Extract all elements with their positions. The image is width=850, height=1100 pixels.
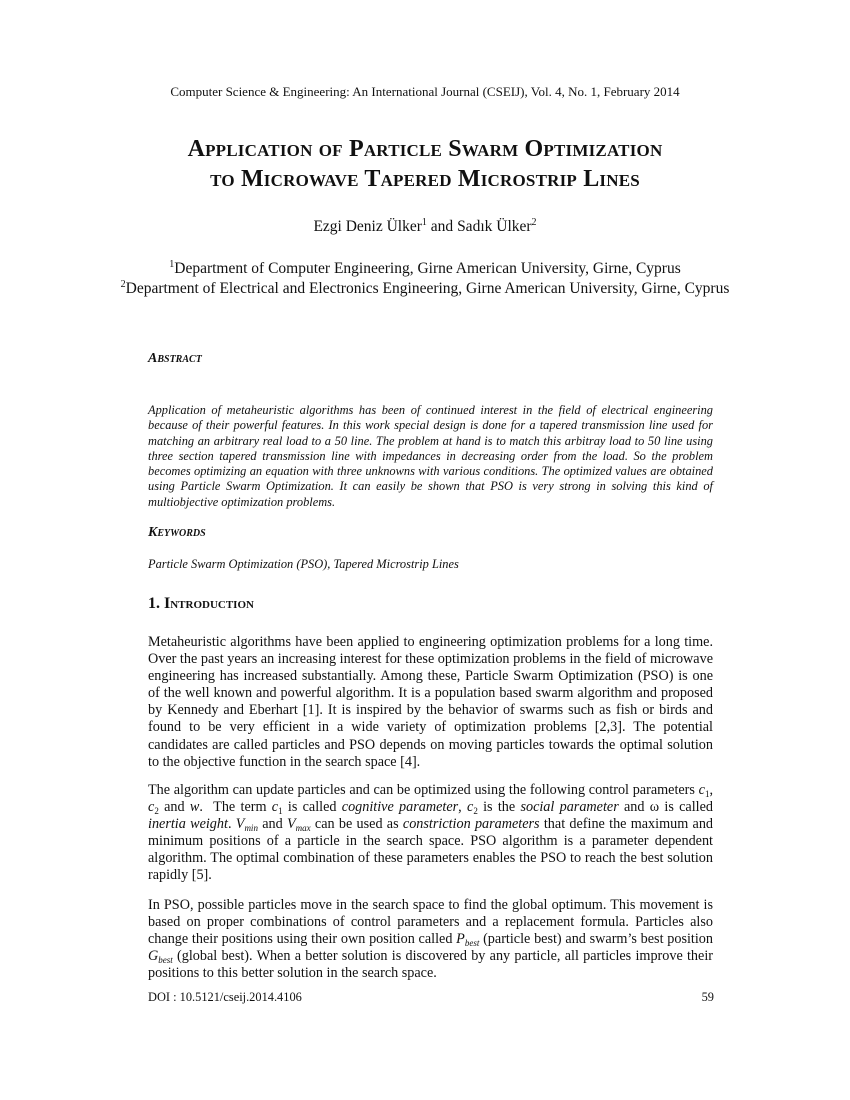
p2-c1b-sub: 1 <box>278 806 283 817</box>
title-line-2: to Microwave Tapered Microstrip Lines <box>210 166 640 192</box>
affiliation-1-text: Department of Computer Engineering, Girne American University, Girne, Cyprus <box>174 260 681 277</box>
affiliation-2 <box>100 279 750 299</box>
p2-cognitive-parameter: cognitive parameter <box>341 799 459 816</box>
p2-w: w <box>189 799 200 816</box>
p3-pbest: P <box>456 931 465 948</box>
author-line <box>0 218 850 236</box>
p2-text: is called <box>282 799 342 816</box>
p3-text: (global best). When a better solution is discovered by any particle, all particles improve their positions to this better solution in the search space. <box>148 948 713 982</box>
p2-social-parameter: social parameter <box>520 799 619 816</box>
p3-gbest-sub: best <box>158 955 173 966</box>
p2-c2: c <box>148 799 155 816</box>
p2-text: The algorithm can update particles and can be optimized using the following control parameters <box>148 782 699 798</box>
affiliation-2-mark: 2 <box>120 279 126 290</box>
introduction-heading: 1. Introduction <box>148 595 254 612</box>
p2-text: can be used as <box>310 816 403 833</box>
p2-text: and <box>158 799 190 816</box>
p2-vmax-sub: max <box>295 823 311 834</box>
p2-vmin-sub: min <box>244 823 258 834</box>
p3-pbest-sub: best <box>464 938 480 949</box>
p3-text: (particle best) and swarm’s best position <box>479 931 713 948</box>
abstract-text: Application of metaheuristic algorithms has been of continued interest in the field of electrical engineering because of their powerful features. In this work special design is done for a tapered transmission line used for matching an arbitrary real load to a 50 line. The problem at hand is to match this arbitray load to 50 line using three section tapered transmission line with impedances in decreasing order from the load. So the problem becomes optimizing an equation with three unknowns with various conditions. The optimized values are obtained using Particle Swarm Optimization. It can easily be shown that PSO is very strong in solving this kind of multiobjective optimization problems. <box>148 403 713 509</box>
p2-c1b: c <box>271 799 279 816</box>
intro-paragraph-1: Metaheuristic algorithms have been applied to engineering optimization problems for a long time. Over the past years an increasing interest for these optimization problems in the field of microwave engineering has increased substantially. Among these, Particle Swarm Optimization (PSO) is one of the well known and powerful algorithm. It is a population based swarm algorithm and proposed by Kennedy and Eberhart [1]. It is inspired by the behavior of swarms such as fish or birds and found to be very efficient in a wide variety of optimization problems [2,3]. The potential candidates are called particles and PSO depends on moving particles towards the optimal solution to the objective function in the search space [4]. <box>148 634 713 770</box>
doi-footer: DOI : 10.5121/cseij.2014.4106 <box>148 990 302 1004</box>
p2-c1: c <box>698 782 705 798</box>
affiliation-2-text: Department of Electrical and Electronics Engineering, Girne American University, Girne, Cyprus <box>125 280 730 297</box>
author-joiner: and <box>426 218 458 235</box>
p2-text: and <box>257 816 287 833</box>
p3-text: In PSO, possible particles move in the search space to find the global optimum. This movement is based on proper combinations of control parameters and a replacement formula. Particles also change their positions using their own position called <box>148 897 713 948</box>
running-head: Computer Science & Engineering: An International Journal (CSEIJ), Vol. 4, No. 1, February 2014 <box>170 84 680 99</box>
page-number: 59 <box>701 990 714 1004</box>
p2-text: , <box>709 782 713 798</box>
affiliations <box>100 259 750 299</box>
affiliation-1 <box>100 259 750 279</box>
p3-gbest: G <box>148 948 159 965</box>
abstract-heading: Abstract <box>148 351 202 366</box>
p2-c2b: c <box>467 799 474 816</box>
keywords-text: Particle Swarm Optimization (PSO), Tapered Microstrip Lines <box>148 557 459 571</box>
p2-text: and ω is called <box>618 799 714 816</box>
p2-c2b-sub: 2 <box>473 806 478 817</box>
title-line-1: Application of Particle Swarm Optimization <box>187 136 663 162</box>
author-2-affil-mark: 2 <box>531 217 537 228</box>
author-1-affil-mark: 1 <box>421 217 427 228</box>
keywords-heading: Keywords <box>148 525 206 540</box>
p2-vmin: V <box>235 816 245 833</box>
author-1: Ezgi Deniz Ülker <box>313 218 422 235</box>
intro-paragraph-3 <box>148 897 713 982</box>
p2-text: is the <box>477 799 521 816</box>
p2-text: , <box>458 799 467 816</box>
intro-paragraph-2 <box>148 782 713 885</box>
p2-vmax: V <box>286 816 296 833</box>
affiliation-1-mark: 1 <box>169 259 175 270</box>
paper-title <box>60 134 790 194</box>
p2-text: . The term <box>199 799 272 816</box>
author-2: Sadık Ülker <box>457 218 532 235</box>
p2-c1-sub: 1 <box>704 789 710 799</box>
p2-inertia-weight: inertia weight <box>148 816 228 833</box>
p2-text: . <box>227 816 236 833</box>
p2-constriction-parameters: constriction parameters <box>402 816 540 833</box>
p2-text: that define the maximum and minimum positions of a particle in the search space. PSO algorithm is a parameter dependent algorithm. The optimal combination of these parameters enables the PSO to reach the best solution rapidly [5]. <box>148 816 714 884</box>
p2-c2-sub: 2 <box>154 806 159 817</box>
